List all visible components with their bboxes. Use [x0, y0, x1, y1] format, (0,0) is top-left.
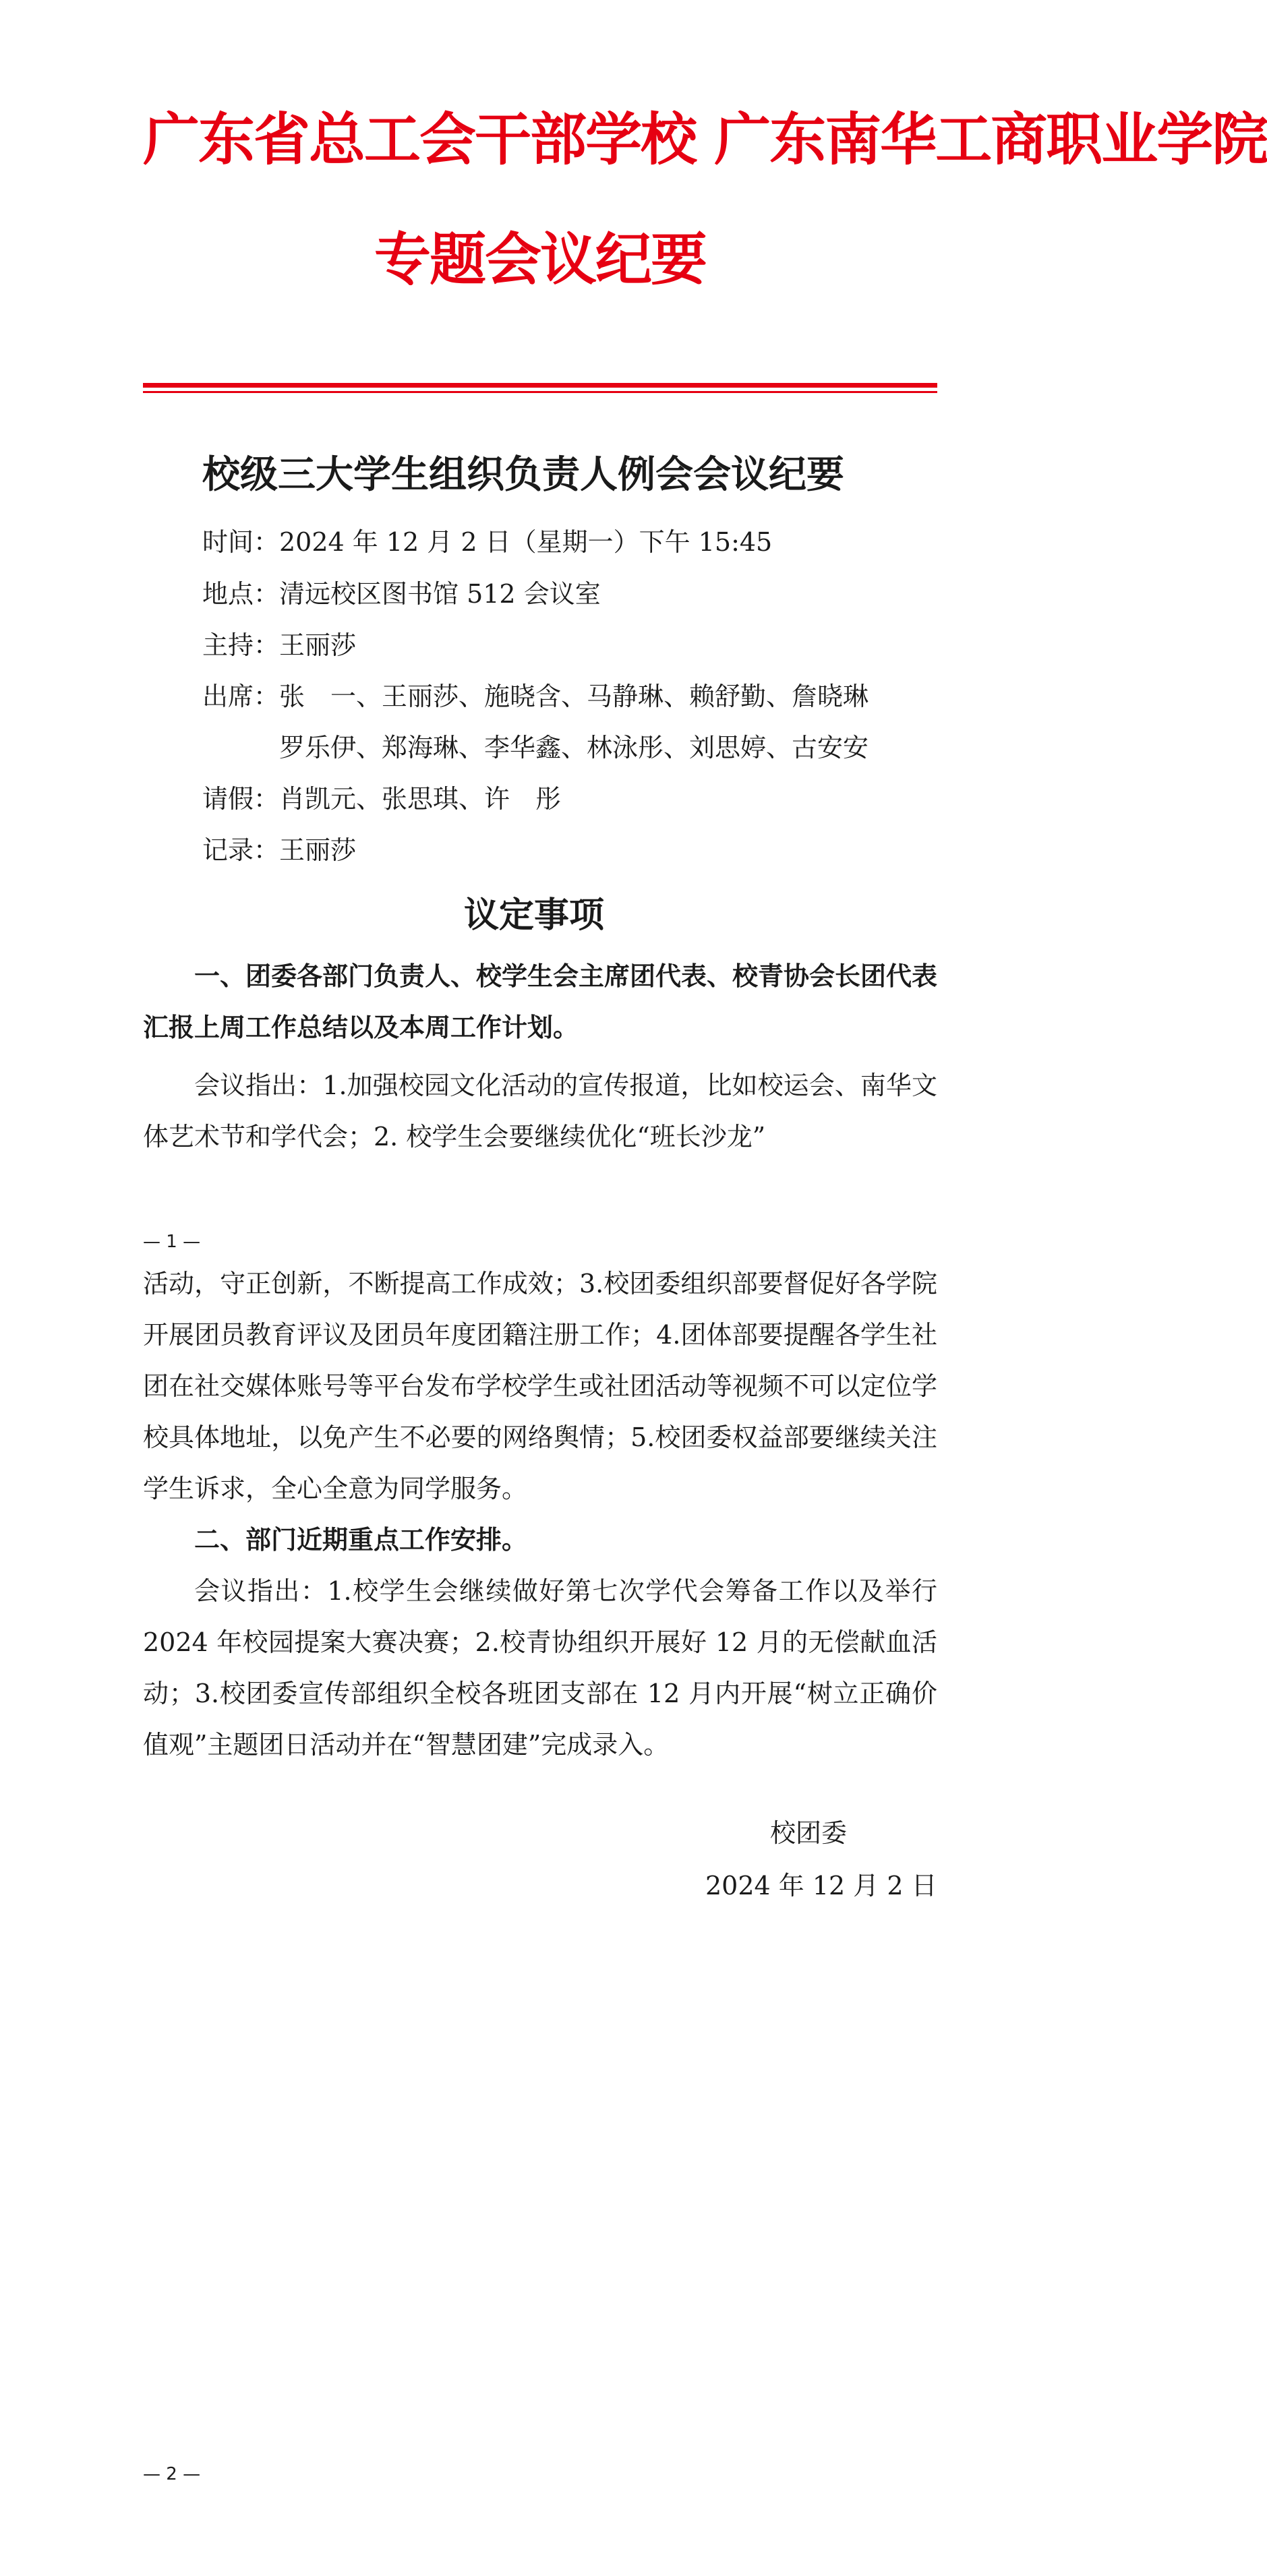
attendees-line-1: 张 一、王丽莎、施晓含、马静琳、赖舒勤、詹晓琳 [279, 682, 869, 711]
masthead-rule-thick [143, 383, 937, 388]
document-title: 校级三大学生组织负责人例会会议纪要 [202, 452, 844, 497]
page-number-2: — 2 — [143, 2464, 201, 2484]
signature-org: 校团委 [770, 1818, 848, 1848]
meeting-host: 主持：王丽莎 [202, 630, 357, 660]
masthead-rule-thin [143, 391, 937, 393]
item-2-text: 会议指出：1.校学生会继续做好第七次学代会筹备工作以及举行 2024 年校园提案大赛决赛；2.校青协组织开展好 12 月的无偿献血活动；3.校团委宣传部组织全校各班团支部在 12 月内开展“树立正确价值观”主题团日活动并在“智慧团建”完成录入。 [143, 1576, 937, 1760]
section-heading: 议定事项 [464, 895, 605, 936]
signature-date: 2024 年 12 月 2 日 [705, 1871, 937, 1900]
page-number-1: — 1 — [143, 1232, 201, 1252]
item-2-heading: 二、部门近期重点工作安排。 [194, 1524, 528, 1555]
item-1-heading: 一、团委各部门负责人、校学生会主席团代表、校青协会长团代表汇报上周工作总结以及本周工作计划。 [143, 961, 938, 1042]
item-1-continuation: 活动，守正创新，不断提高工作成效；3.校团委组织部要督促好各学院开展团员教育评议及团员年度团籍注册工作；4.团体部要提醒各学生社团在社交媒体账号等平台发布学校学生或社团活动等视频不可以定位学校具体地址，以免产生不必要的网络舆情；5.校团委权益部要继续关注学生诉求，全心全意为同学服务。 [143, 1269, 938, 1503]
leave-list: 请假：肖凯元、张思琪、许 彤 [202, 784, 562, 814]
attendees-label: 出席： [202, 682, 280, 711]
masthead-line-2: 专题会议纪要 [374, 227, 706, 293]
item-1-text: 会议指出：1.加强校园文化活动的宣传报道，比如校运会、南华文体艺术节和学代会；2. 校学生会要继续优化“班长沙龙” [143, 1071, 937, 1151]
meeting-place: 地点：清远校区图书馆 512 会议室 [202, 579, 601, 609]
attendees-line-2: 罗乐伊、郑海琳、李华鑫、林泳彤、刘思婷、古安安 [279, 733, 869, 762]
meeting-time: 时间：2024 年 12 月 2 日（星期一）下午 15:45 [202, 527, 773, 557]
masthead-line-1: 广东省总工会干部学校 广东南华工商职业学院 [143, 107, 1267, 173]
recorder: 记录：王丽莎 [202, 835, 357, 865]
